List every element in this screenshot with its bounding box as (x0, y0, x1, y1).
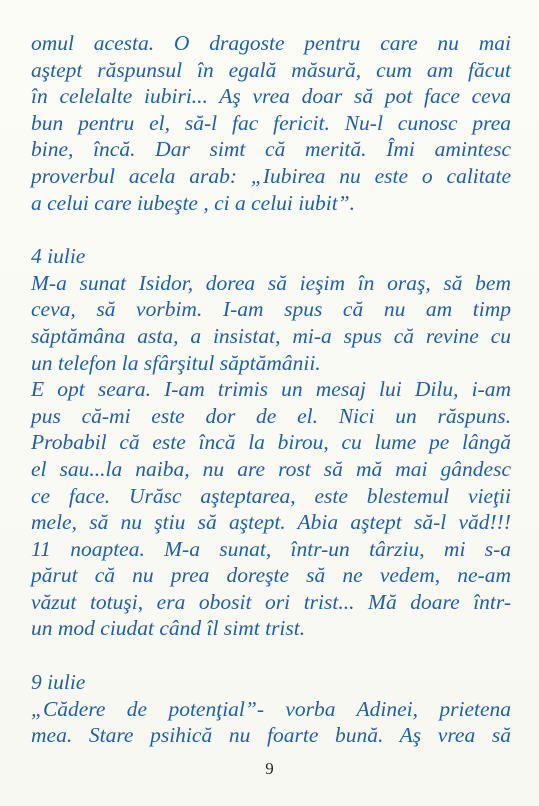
text-line: E opt seara. I-am trimis un mesaj lui Dilu, i-am (31, 377, 511, 402)
text-line: văzut totuşi, era obosit ori trist... Mă doare într- (31, 589, 511, 614)
text-line: bun pentru el, să-l fac fericit. Nu-l cunosc prea (31, 110, 511, 135)
text-line: M-a sunat Isidor, dorea să ieşim în oraş, să bem (31, 270, 511, 295)
text-line: un mod ciudat când îl simt trist. (31, 616, 306, 641)
text-line: săptămâna asta, a insistat, mi-a spus că revine cu (31, 323, 511, 348)
text-line: proverbul acela arab: „Iubirea nu este o calitate (31, 163, 511, 188)
text-line: ce face. Urăsc aşteptarea, este blestemul vieţii (31, 483, 511, 508)
text-line: 11 noaptea. M-a sunat, într-un târziu, mi s-a (31, 536, 511, 561)
paragraph-gap (31, 642, 511, 669)
text-line: mea. Stare psihică nu foarte bună. Aş vrea să (31, 723, 511, 748)
text-line: omul acesta. O dragoste pentru care nu mai (31, 31, 511, 55)
text-line: el sau...la naiba, nu are rost să mă mai gândesc (31, 456, 511, 481)
entry-date: 4 iulie (31, 244, 86, 269)
text-line: Probabil că este încă la birou, cu lume pe lângă (31, 430, 511, 455)
text-line: părut că nu prea doreşte să ne vedem, ne-am (31, 563, 511, 588)
diary-entry-9-iulie (31, 669, 511, 749)
text-line: „Cădere de potenţial”- vorba Adinei, prietena (31, 696, 511, 721)
text-line: a celui care iubeşte , ci a celui iubit”. (31, 190, 356, 215)
text-line: în celelalte iubiri... Aş vrea doar să pot face ceva (31, 84, 511, 109)
diary-entry-4-iulie (31, 243, 511, 642)
paragraph-1 (31, 30, 511, 216)
text-line: un telefon la sfârşitul săptămânii. (31, 350, 321, 375)
text-line: aştept răspunsul în egală măsură, cum am făcut (31, 57, 511, 82)
paragraph-gap (31, 216, 511, 243)
page-number: 9 (265, 759, 274, 778)
entry-date: 9 iulie (31, 670, 86, 695)
text-line: bine, încă. Dar simt că merită. Îmi amintesc (31, 137, 511, 162)
text-line: pus că-mi este dor de el. Nici un răspuns. (31, 403, 511, 428)
text-line: ceva, să vorbim. I-am spus că nu am timp (31, 297, 511, 322)
text-line: mele, să nu ştiu să aştept. Abia aştept să-l văd!!! (31, 510, 511, 535)
page-body-text (31, 30, 511, 749)
